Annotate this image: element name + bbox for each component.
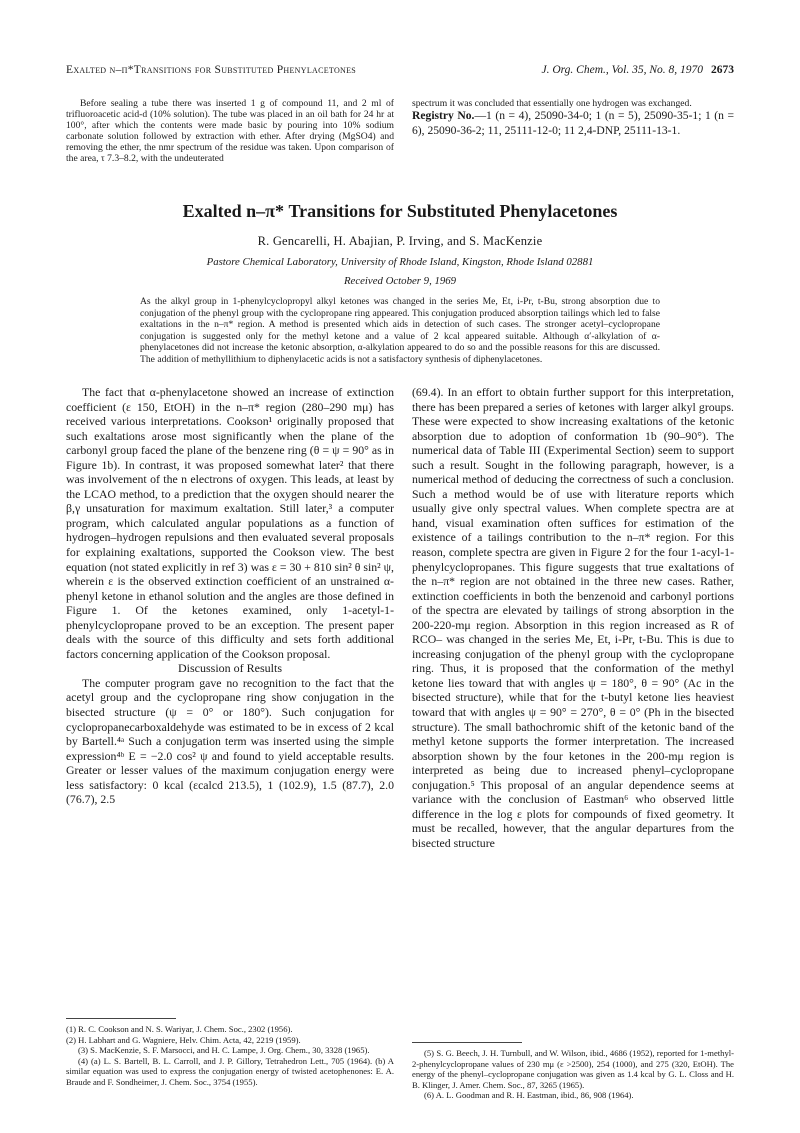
footnote-2: (2) H. Labhart and G. Wagniere, Helv. Chim. Acta, 42, 2219 (1959). <box>66 1034 301 1045</box>
registry-label: Registry No. <box>412 109 475 123</box>
continuation-paragraph: (69.4). In an effort to obtain further support for this interpretation, there has been prepared a series of ketones with larger alkyl groups. These were expected to show increasing exaltations of the ketonic absorption due to adoption of conformation 1b (90–90°). The numerical data of Table III (Experimental Section) seem to support such a result. Sought in the following paragraph, however, is a numerical method of deducing the correctness of such a conclusion. Such a method would be of use with literature reports which usually give only spectral values. When complete spectra are at hand, visual examination often suffices for estimation of the existence of a tailings contribution to the n–π* region. For this reason, complete spectra are given in Figure 2 for the four 1-acyl-1-phenylcyclopropanes. This figure suggests that true exaltations of the n–π* region are not obtained in the three new cases. Rather, extinction coefficients in both the benzenoid and carbonyl portions of the spectra are elevated by tailings of strong absorption in the 200-220-mμ region. Absorption in this region increased as R of RCO– was changed in the series Me, Et, i-Pr, t-Bu. This is due to increasing conjugation of the phenyl group with the cyclopropane ring. Thus, it is proposed that the conformation of the methyl ketone lies toward that with angles ψ = 180°, θ = 90° (Ac in the bisected structure), while that for the t-butyl ketone lies heaviest toward that with angles ψ = 90° = 270°, θ = 0° (Ph in the bisected structure). The small bathochromic shift of the ketonic band of the methyl ketone supports the former interpretation. The increased absorption shown by the four ketones in the 200-mμ region is interpreted as being due to increased phenyl–cyclopropane conjugation.⁵ This proposal of an angular dependence seems at variance with the conclusion of Eastman⁶ who observed little difference in the log ε plots for compounds of fixed geometry. It must be recalled, however, that the angular departures from the bisected structure <box>412 385 734 850</box>
running-head-title: Exalted n–π*Transitions for Substituted Phenylacetones <box>66 64 357 76</box>
prev-article-right <box>412 98 734 138</box>
footnote-6: (6) A. L. Goodman and R. H. Eastman, ibid., 86, 908 (1964). <box>424 1090 634 1101</box>
footnotes-right <box>412 1048 734 1101</box>
journal-citation: J. Org. Chem., Vol. 35, No. 8, 1970 <box>541 64 703 76</box>
body-right-column <box>412 385 734 851</box>
prev-article-continuation: spectrum it was concluded that essentially one hydrogen was exchanged. <box>412 98 692 109</box>
discussion-paragraph: The computer program gave no recognition to the fact that the acetyl group and the cyclopropane ring show conjugation in the bisected structure (ψ = 0° or 180°). Such conjugation for cyclopropanecarboxaldehyde was estimated to be in excess of 2 kcal by Bartell.⁴ᵃ Such a conjugation term was inserted using the simple expression⁴ᵇ E = −2.0 cos² ψ and found to yield acceptable results. Greater or lesser values of the maximum conjugation energy were less satisfactory: 0 kcal (εcalcd 213.5), 1 (102.9), 1.5 (87.7), 2.0 (76.7), 2.5 <box>66 675 394 807</box>
article-affiliation: Pastore Chemical Laboratory, University of Rhode Island, Kingston, Rhode Island 02881 <box>206 256 594 268</box>
article-title: Exalted n–π* Transitions for Substituted Phenylacetones <box>182 201 618 221</box>
footnote-3: (3) S. MacKenzie, S. F. Marsocci, and H. C. Lampe, J. Org. Chem., 30, 3328 (1965). <box>78 1045 370 1056</box>
section-heading: Discussion of Results <box>177 661 282 676</box>
footnote-rule-left <box>66 1018 176 1019</box>
registry-text: —1 (n = 4), 25090-34-0; 1 (n = 5), 25090-35-1; 1 (n = 6), 25090-36-2; 11, 25111-12-0; 11 2,4-DNP, 25111-13-1. <box>412 109 734 137</box>
page-number: 2673 <box>711 64 734 76</box>
article-authors: R. Gencarelli, H. Abajian, P. Irving, and S. MacKenzie <box>257 234 543 248</box>
prev-article-paragraph: Before sealing a tube there was inserted 1 g of compound 11, and 2 ml of trifluoroacetic acid-d (10% solution). The tube was placed in an oil bath for 24 hr at 100°, after which the contents were made basic by pouring into 10% sodium carbonate solution followed by extraction with ether. After drying (MgSO4) and removing the ether, the nmr spectrum of the residue was taken. Upon comparison of the area, τ 7.3–8.2, with the undeuterated <box>66 98 394 165</box>
running-head-journal <box>541 64 734 76</box>
footnote-rule-right <box>412 1042 522 1043</box>
footnote-5: (5) S. G. Beech, J. H. Turnbull, and W. Wilson, ibid., 4686 (1952), reported for 1-methyl-2-phenylcyclopropane values of 230 mμ (ε >2500), 254 (1000), and 275 (320, EtOH). The energy of the phenyl–cyclopropane conjugation was given as 1.4 kcal by G. L. Closs and H. B. Klinger, J. Amer. Chem. Soc., 87, 3265 (1965). <box>412 1048 734 1090</box>
received-date: Received October 9, 1969 <box>343 275 457 287</box>
intro-paragraph: The fact that α-phenylacetone showed an increase of extinction coefficient (ε 150, EtOH) in the n–π* region (280–290 mμ) has received various interpretations. Cookson¹ originally proposed that such exaltations arose most significantly when the plane of the carbonyl group faced the plane of the benzene ring (θ = ψ = 90° as in Figure 1b). In contrast, it was proposed somewhat later² that there was involvement of the n electrons of oxygen. This leads, at least by the LCAO method, to a prediction that the oxygen should nearer the β,γ unsaturation for maximum exaltation. Still later,³ a computer program, which calculated angular populations as a function of hydrogen–hydrogen repulsions and then evaluated several proposals for explaining exaltations, supported the Cookson view. The best equation (not stated explicitly in ref 3) was ε = 30 + 810 sin² θ sin² ψ, wherein ε is the observed extinction coefficient of an unstrained α-phenyl ketone in ethanol solution and the angles are those defined in Figure 1. Of the ketones examined, only 1-acetyl-1-phenylcyclopropane proved to be an exception. The present paper deals with the source of this difficulty and sets forth additional factors concerning application of the Cookson proposal. <box>66 385 394 661</box>
footnote-4: (4) (a) L. S. Bartell, B. L. Carroll, and J. P. Gillory, Tetrahedron Lett., 705 (1964). (b) A similar equation was used to express the conjugation energy of twisted acetophenones: E. A. Braude and F. Sondheimer, J. Chem. Soc., 3754 (1955). <box>66 1055 394 1087</box>
footnotes-left <box>66 1024 394 1088</box>
running-head <box>66 64 734 80</box>
registry-numbers <box>412 109 734 138</box>
abstract: As the alkyl group in 1-phenylcyclopropyl alkyl ketones was changed in the series Me, Et, i-Pr, t-Bu, strong absorption due to conjugation of the phenyl group with the cyclopropane ring appeared. This conjugation produced absorption tailings which led to false exaltations in the n–π* region. A method is presented which aids in detection of such cases. The stronger acetyl–cyclopropane conjugation is suggested only for the methyl ketone and a value of 2 kcal appeared suitable. Although α′-alkylation of α-phenylacetones did not increase the ketonic absorption, α-alkylation appeared to do so and the possible reasons for this are discussed. The addition of methyllithium to diphenylacetic acids is not a satisfactory synthesis of diphenylacetones. <box>140 296 660 365</box>
footnote-1: (1) R. C. Cookson and N. S. Wariyar, J. Chem. Soc., 2302 (1956). <box>66 1024 293 1034</box>
prev-article-left <box>66 98 394 165</box>
body-left-column <box>66 385 394 807</box>
